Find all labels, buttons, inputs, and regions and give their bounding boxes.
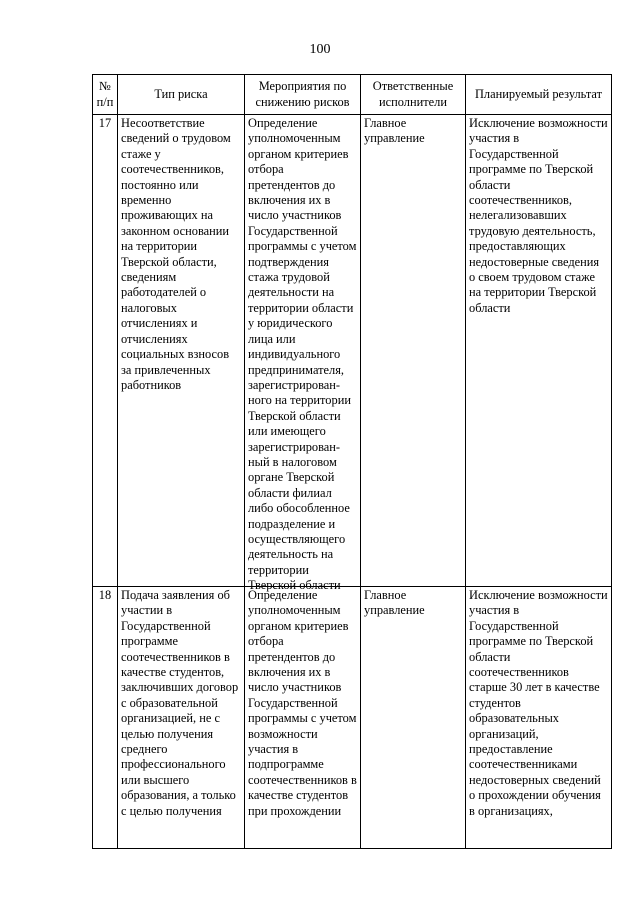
result-cell: Исключение возможности участия в Государственной программе по Тверской области соотечественников, нелегализовавших трудовую деятельность, предоставляющих недостоверные сведения о своем трудовом стаже на территории Тверской области (466, 115, 612, 587)
risk-type-cell: Несоответствие сведений о трудовом стаже у соотечественников, постоянно или временно проживающих на законном основании на территории Тверской области, сведениям работодателей о налоговых отчислениях и отчислениях социальных взносов за привлеченных работников (118, 115, 245, 587)
risk-table (92, 74, 612, 849)
risk-type-cell: Подача заявления об участии в Государственной программе соотечественников в качестве студентов, заключивших договор с образовательной организацией, не с целью получения среднего профессионального или высшего образования, а только с целью получения (118, 587, 245, 849)
table-row (93, 587, 612, 849)
header-measures: Мероприятия по снижению рисков (245, 75, 361, 115)
header-result: Планируемый результат (466, 75, 612, 115)
header-number: № п/п (93, 75, 118, 115)
row-number: 17 (93, 115, 118, 587)
measures-cell: Определение уполномоченным органом критериев отбора претендентов до включения их в число участников Государственной программы с учетом подтверждения стажа трудовой деятельности на территории области у юридического лица или индивидуального предпринимателя, зарегистрирован-ного на территории Тверской области или имеющего зарегистрирован-ный в налоговом органе Тверской области филиал либо обособленное подразделение и осуществляющего деятельность на территории Тверской области (245, 115, 361, 587)
page-number: 100 (309, 42, 331, 57)
table-header-row (93, 75, 612, 115)
result-cell: Исключение возможности участия в Государственной программе по Тверской области соотечественников старше 30 лет в качестве студентов образовательных организаций, предоставление соотечественниками недостоверных сведений о прохождении обучения в организациях, (466, 587, 612, 849)
row-number: 18 (93, 587, 118, 849)
responsible-cell: Главное управление (361, 587, 466, 849)
header-responsible: Ответственные исполнители (361, 75, 466, 115)
table-row (93, 115, 612, 587)
responsible-cell: Главное управление (361, 115, 466, 587)
header-risk-type: Тип риска (118, 75, 245, 115)
measures-cell: Определение уполномоченным органом критериев отбора претендентов до включения их в число участников Государственной программы с учетом возможности участия в подпрограмме соотечественников в качестве студентов при прохождении (245, 587, 361, 849)
